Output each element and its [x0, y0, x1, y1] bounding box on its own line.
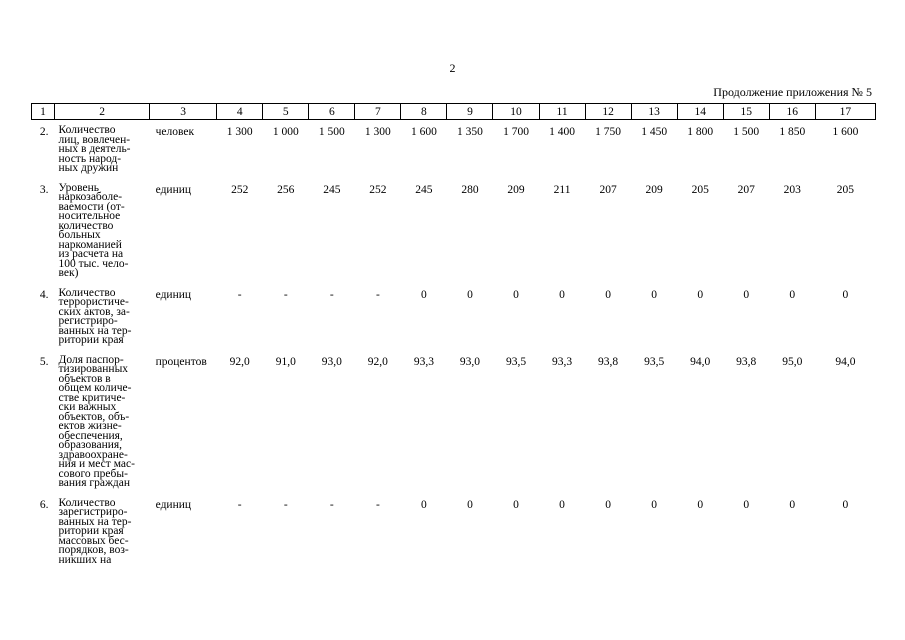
value-cell: 1 300: [226, 126, 253, 138]
value-cell: 1 400: [549, 126, 575, 138]
value-cell: 0: [421, 498, 427, 511]
value-cell: 1 000: [272, 126, 299, 138]
table-row: [32, 499, 876, 566]
indicator-name-line: массовых бес-: [58, 534, 129, 547]
unit-cell: единиц: [155, 288, 192, 301]
value-cell: 1 450: [641, 126, 668, 138]
value-cell: 92,0: [229, 355, 250, 368]
value-cell: 1 600: [410, 126, 437, 138]
indicator-name-line: век): [58, 267, 79, 279]
row-spacer: [32, 346, 876, 356]
value-cell: 93,5: [505, 355, 527, 368]
value-cell: 0: [842, 498, 849, 511]
value-cell: 252: [369, 183, 387, 196]
indicator-name-line: стве критиче-: [58, 391, 126, 404]
indicator-name-line: обеспечения,: [58, 429, 123, 442]
value-cell: 0: [559, 498, 565, 511]
indicator-name-line: ность народ-: [58, 152, 122, 165]
header-cell: 4: [217, 104, 263, 120]
value-cell: 256: [277, 183, 295, 196]
table-row: [32, 289, 876, 346]
value-cell: 1 300: [364, 126, 391, 138]
indicators-table: [31, 103, 876, 565]
indicator-name-line: ритории края: [58, 334, 124, 346]
indicator-name-line: образования,: [58, 439, 123, 451]
header-row: [32, 104, 876, 120]
header-cell: 14: [677, 104, 723, 120]
value-cell: 1 600: [832, 126, 859, 138]
indicator-name-line: из расчета на: [58, 248, 124, 260]
header-cell: 6: [309, 104, 355, 120]
value-cell: 1 800: [687, 126, 714, 138]
value-cell: 1 750: [595, 126, 622, 138]
indicator-name-line: ски важных: [58, 401, 117, 413]
indicator-name-line: количество: [58, 219, 114, 232]
indicator-name: [55, 126, 150, 174]
value-cell: 0: [789, 288, 796, 301]
indicator-name-line: Количество: [58, 286, 116, 299]
header-cell: 17: [815, 104, 875, 120]
indicator-name-line: ектов жизне-: [58, 420, 122, 432]
indicator-name-line: ских актов, за-: [58, 305, 130, 318]
unit-cell: единиц: [155, 183, 192, 196]
indicator-name-line: объектов, объ-: [58, 410, 130, 423]
row-number: 5.: [39, 355, 49, 368]
row-number: 2.: [39, 126, 49, 138]
table-header: [32, 104, 876, 120]
value-cell: 245: [415, 183, 433, 196]
value-cell: 94,0: [690, 355, 711, 368]
indicator-name-line: 100 тыс. чело-: [58, 257, 129, 270]
header-cell: 8: [401, 104, 447, 120]
value-cell: 1 500: [733, 126, 760, 138]
header-cell: 16: [769, 104, 815, 120]
value-cell: -: [237, 288, 242, 301]
indicator-name-line: Количество: [58, 496, 116, 509]
value-cell: 207: [737, 183, 755, 196]
value-cell: 94,0: [835, 355, 856, 368]
page-number: 2: [449, 61, 456, 75]
value-cell: 93,0: [321, 355, 342, 368]
value-cell: 93,3: [551, 355, 573, 368]
value-cell: 209: [645, 183, 663, 196]
indicator-name-line: носительное: [58, 210, 121, 222]
row-number: 3.: [39, 183, 49, 196]
indicator-name-line: здравоохране-: [58, 448, 128, 461]
value-cell: 0: [467, 498, 473, 511]
value-cell: -: [329, 288, 334, 301]
indicator-name-line: террористиче-: [58, 296, 129, 308]
indicator-name: [55, 496, 150, 566]
header-cell: 13: [631, 104, 677, 120]
indicator-name-line: ритории края: [58, 525, 124, 537]
header-cell: 9: [447, 104, 493, 120]
value-cell: -: [283, 288, 288, 301]
indicator-name-line: Уровень: [58, 181, 100, 194]
value-cell: -: [329, 498, 334, 511]
header-cell: 12: [585, 104, 631, 120]
table-row: [32, 126, 876, 174]
indicator-name-line: порядков, воз-: [58, 544, 129, 556]
value-cell: 93,8: [736, 355, 757, 368]
indicator-name-line: Количество: [58, 124, 116, 136]
indicator-name-line: наркозаболе-: [58, 191, 123, 203]
value-cell: 93,5: [644, 355, 665, 368]
unit-cell: единиц: [155, 498, 192, 511]
value-cell: 95,0: [782, 355, 803, 368]
indicator-name-line: вания граждан: [58, 477, 130, 489]
indicator-name-line: ванных на тер-: [58, 515, 132, 528]
value-cell: -: [283, 498, 288, 511]
table-row: [32, 356, 876, 489]
value-cell: 0: [513, 498, 519, 511]
value-cell: 209: [507, 183, 525, 196]
indicator-name-line: ваемости (от-: [58, 200, 125, 213]
value-cell: 1 350: [457, 126, 483, 138]
value-cell: 205: [836, 183, 855, 196]
value-cell: 207: [599, 183, 617, 196]
value-cell: 0: [697, 288, 704, 301]
value-cell: 92,0: [367, 355, 388, 368]
header-cell: 11: [539, 104, 585, 120]
value-cell: 0: [513, 288, 519, 301]
value-cell: 1 500: [318, 126, 345, 138]
value-cell: 91,0: [275, 355, 296, 368]
table-body: [32, 120, 876, 566]
header-cell: 5: [263, 104, 309, 120]
value-cell: 0: [605, 498, 611, 511]
indicator-name: [55, 353, 150, 489]
indicator-name-line: объектов в: [58, 372, 111, 385]
header-cell: 3: [150, 104, 217, 120]
unit-cell: человек: [155, 126, 195, 138]
indicator-name-line: регистриро-: [58, 315, 118, 327]
continuation-label: Продолжение приложения № 5: [713, 85, 872, 99]
value-cell: 0: [559, 288, 565, 301]
indicator-name-line: лиц, вовлечен-: [58, 133, 131, 146]
indicator-name-line: ных дружин: [58, 162, 119, 174]
value-cell: 0: [651, 288, 658, 301]
value-cell: 280: [461, 183, 479, 196]
value-cell: 93,3: [413, 355, 434, 368]
value-cell: 205: [691, 183, 709, 196]
value-cell: 0: [789, 498, 796, 511]
value-cell: 93,8: [598, 355, 619, 368]
indicator-name-line: сового пребы-: [58, 467, 128, 480]
unit-cell: процентов: [155, 355, 207, 368]
indicator-name-line: Доля паспор-: [58, 353, 124, 366]
value-cell: 1 700: [503, 126, 529, 138]
value-cell: -: [375, 498, 380, 511]
row-number: 4.: [39, 288, 49, 301]
value-cell: 245: [323, 183, 341, 196]
indicator-name-line: тизированных: [58, 363, 129, 375]
value-cell: 0: [743, 288, 750, 301]
value-cell: 252: [231, 183, 249, 196]
value-cell: 1 850: [779, 126, 806, 138]
value-cell: 93,0: [459, 355, 481, 368]
value-cell: -: [237, 498, 242, 511]
indicator-name: [55, 286, 150, 346]
indicator-name-line: наркоманией: [58, 238, 122, 251]
row-spacer: [32, 279, 876, 289]
header-cell: 15: [723, 104, 769, 120]
header-cell: 2: [55, 104, 150, 120]
header-cell: 1: [32, 104, 55, 120]
value-cell: -: [375, 288, 380, 301]
value-cell: 0: [421, 288, 427, 301]
indicator-name-line: ния и мест мас-: [58, 458, 135, 470]
value-cell: 0: [467, 288, 473, 301]
indicator-name-line: ванных на тер-: [58, 324, 132, 337]
header-cell: 7: [355, 104, 401, 120]
row-number: 6.: [39, 498, 49, 511]
table-row: [32, 184, 876, 279]
indicator-name-line: ных в деятель-: [58, 143, 131, 155]
value-cell: 0: [697, 498, 704, 511]
value-cell: 203: [783, 183, 801, 196]
indicator-name-line: общем количе-: [58, 382, 132, 394]
value-cell: 0: [842, 288, 849, 301]
value-cell: 0: [743, 498, 750, 511]
header-cell: 10: [493, 104, 539, 120]
row-spacer: [32, 174, 876, 184]
value-cell: 0: [605, 288, 611, 301]
indicator-name-line: зарегистриро-: [58, 506, 128, 518]
value-cell: 0: [651, 498, 658, 511]
row-spacer: [32, 489, 876, 499]
indicator-name: [55, 181, 150, 279]
indicator-name-line: никших на: [58, 553, 112, 566]
value-cell: 211: [553, 183, 571, 196]
indicator-name-line: больных: [58, 229, 101, 241]
